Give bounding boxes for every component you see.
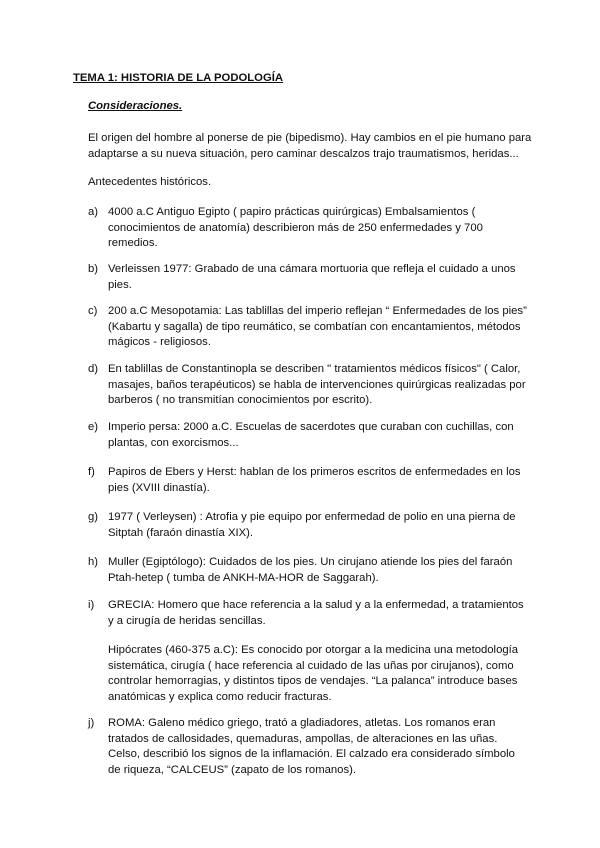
- list-item-label: i): [88, 599, 95, 611]
- list-item-label: c): [88, 305, 98, 317]
- list-item-text: Muller (Egiptólogo): Cuidados de los pies. Un cirujano atiende los pies del faraón Ptah-hetep ( tumba de ANKH-MA-HOR de Saggarah).: [108, 556, 513, 584]
- list-item: [88, 304, 528, 351]
- list-item: [88, 465, 528, 496]
- section-subtitle: Consideraciones.: [88, 100, 183, 112]
- list-item-label: h): [88, 556, 99, 568]
- list-item-label: f): [88, 466, 95, 478]
- list-item: [88, 420, 528, 451]
- list-item: [88, 262, 528, 293]
- list-item-text: Verleissen 1977: Grabado de una cámara mortuoria que refleja el cuidado a unos pies.: [108, 263, 516, 291]
- list-item-text: Papiros de Ebers y Herst: hablan de los primeros escritos de enfermedades en los pies (XVIII dinastía).: [108, 466, 521, 494]
- list-item-text: 1977 ( Verleysen) : Atrofia y pie equipo por enfermedad de polio en una pierna de Sitptah (faraón dinastía XIX).: [108, 511, 516, 539]
- list-item-label: d): [88, 363, 99, 375]
- list-item-label: b): [88, 263, 99, 275]
- list-item: [88, 205, 528, 252]
- list-item-text: GRECIA: Homero que hace referencia a la salud y a la enfermedad, a tratamientos y a cirugía de heridas sencillas.: [108, 599, 524, 627]
- list-item-text: 200 a.C Mesopotamia: Las tablillas del imperio reflejan “ Enfermedades de los pies” (Kabartu y sagalla) de tipo reumático, se combatían con encantamientos, métodos mágicos - religiosos.: [108, 305, 527, 348]
- list-item: [88, 362, 528, 409]
- list-item-label: g): [88, 511, 99, 523]
- hipocrates-paragraph: Hipócrates (460-375 a.C): Es conocido por otorgar a la medicina una metodología sistemática, cirugía ( hace referencia al cuidado de las uñas por cirujanos), como controlar hemorragias, y distintos tipos de vendajes. “La palanca” introduce bases anatómicas y explica como reducir fracturas.: [108, 644, 519, 703]
- intro-paragraph: El origen del hombre al ponerse de pie (bipedismo). Hay cambios en el pie humano para adaptarse a su nueva situación, pero caminar descalzos trajo traumatismos, heridas...: [88, 132, 532, 160]
- list-item: [88, 510, 528, 541]
- list-item-label: j): [88, 717, 95, 729]
- page-title: TEMA 1: HISTORIA DE LA PODOLOGÍA: [73, 72, 284, 84]
- list-item-text: Imperio persa: 2000 a.C. Escuelas de sacerdotes que curaban con cuchillas, con plantas, con exorcismos...: [108, 421, 514, 449]
- list-item-text: 4000 a.C Antiguo Egipto ( papiro prácticas quirúrgicas) Embalsamientos ( conocimientos de anatomía) describieron más de 250 enfermedades y 700 remedios.: [108, 206, 483, 249]
- list-item: [88, 598, 528, 629]
- list-item-text: ROMA: Galeno médico griego, trató a gladiadores, atletas. Los romanos eran tratados de callosidades, quemaduras, ampollas, de alteraciones en las uñas. Celso, describió los signos de la inflamación. El calzado era considerado símbolo de riqueza, “CALCEUS” (zapato de los romanos).: [108, 717, 515, 776]
- list-item-text: En tablillas de Constantinopla se describen " tratamientos médicos físicos" ( Calor, masajes, baños terapéuticos) se habla de intervenciones quirúrgicas realizadas por barberos ( no transmitían conocimientos por escrito).: [108, 363, 526, 406]
- antecedentes-heading: Antecedentes históricos.: [88, 176, 212, 188]
- list-item-label: a): [88, 206, 99, 218]
- list-item: [88, 716, 528, 778]
- list-item-label: e): [88, 421, 99, 433]
- list-item: [88, 555, 528, 586]
